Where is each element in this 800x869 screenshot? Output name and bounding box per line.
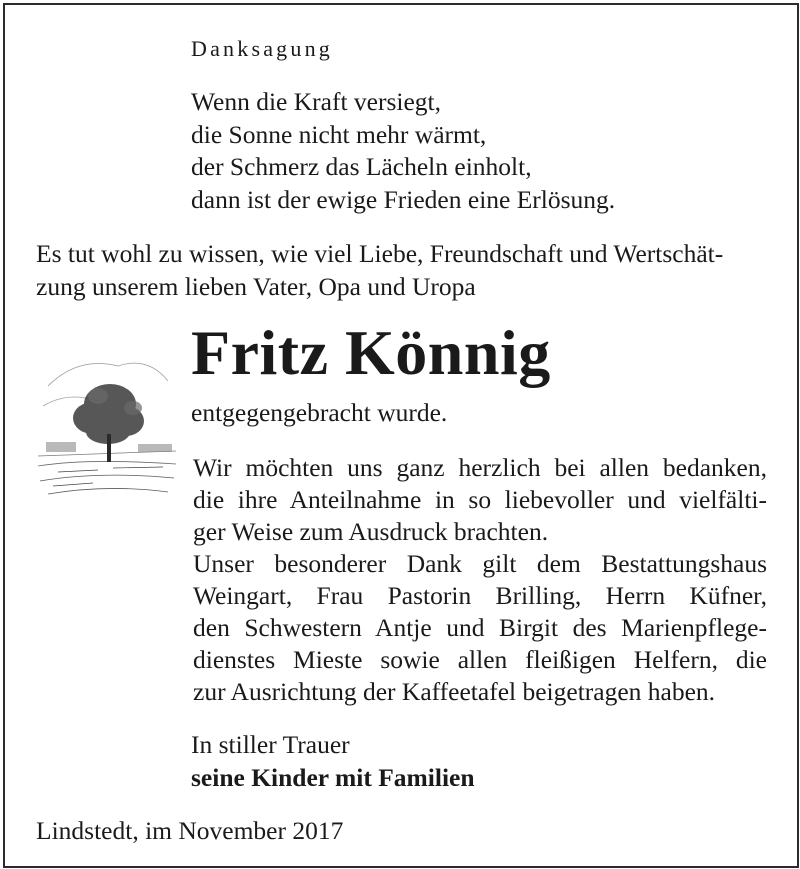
thanks-line: die ihre Anteilnahme in so liebevoller und vielfälti- [193,485,767,514]
notice-heading: Danksagung [191,36,333,61]
mourning-text: In stiller Trauer [191,730,350,759]
poem [191,86,615,216]
intro-line: Es tut wohl zu wissen, wie viel Liebe, Freundschaft und Wertschät- [36,239,724,268]
place-date: Lindstedt, im November 2017 [36,816,344,845]
intro-line: zung unserem lieben Vater, Opa und Uropa [36,271,476,301]
poem-line: dann ist der ewige Frieden eine Erlösung. [191,184,616,214]
tree-landscape-icon [38,346,176,504]
intro-text [36,238,723,303]
thanks-line: den Schwestern Antje und Birgit des Marienpflege- [193,613,767,642]
thanks-line: Unser besonderer Dank gilt dem Bestattungshaus [193,549,767,578]
poem-line: Wenn die Kraft versiegt, [191,87,442,116]
thanks-paragraph [193,452,767,708]
poem-line: die Sonne nicht mehr wärmt, [191,119,487,149]
thanks-line: Wir möchten uns ganz herzlich bei allen bedanken, [193,453,767,482]
thanks-line: dienstes Mieste sowie allen fleißigen Helfern, die [193,645,767,674]
thanks-line: zur Ausrichtung der Kaffeetafel beigetragen haben. [193,677,716,706]
thanks-line: ger Weise zum Ausdruck brachten. [193,517,549,546]
received-text: entgegengebracht wurde. [191,398,448,427]
family-signature: seine Kinder mit Familien [191,763,475,792]
thanks-line: Weingart, Frau Pastorin Brilling, Herrn Küfner, [193,581,767,610]
deceased-name: Fritz Könnig [191,317,551,388]
poem-line: der Schmerz das Lächeln einholt, [191,152,532,181]
